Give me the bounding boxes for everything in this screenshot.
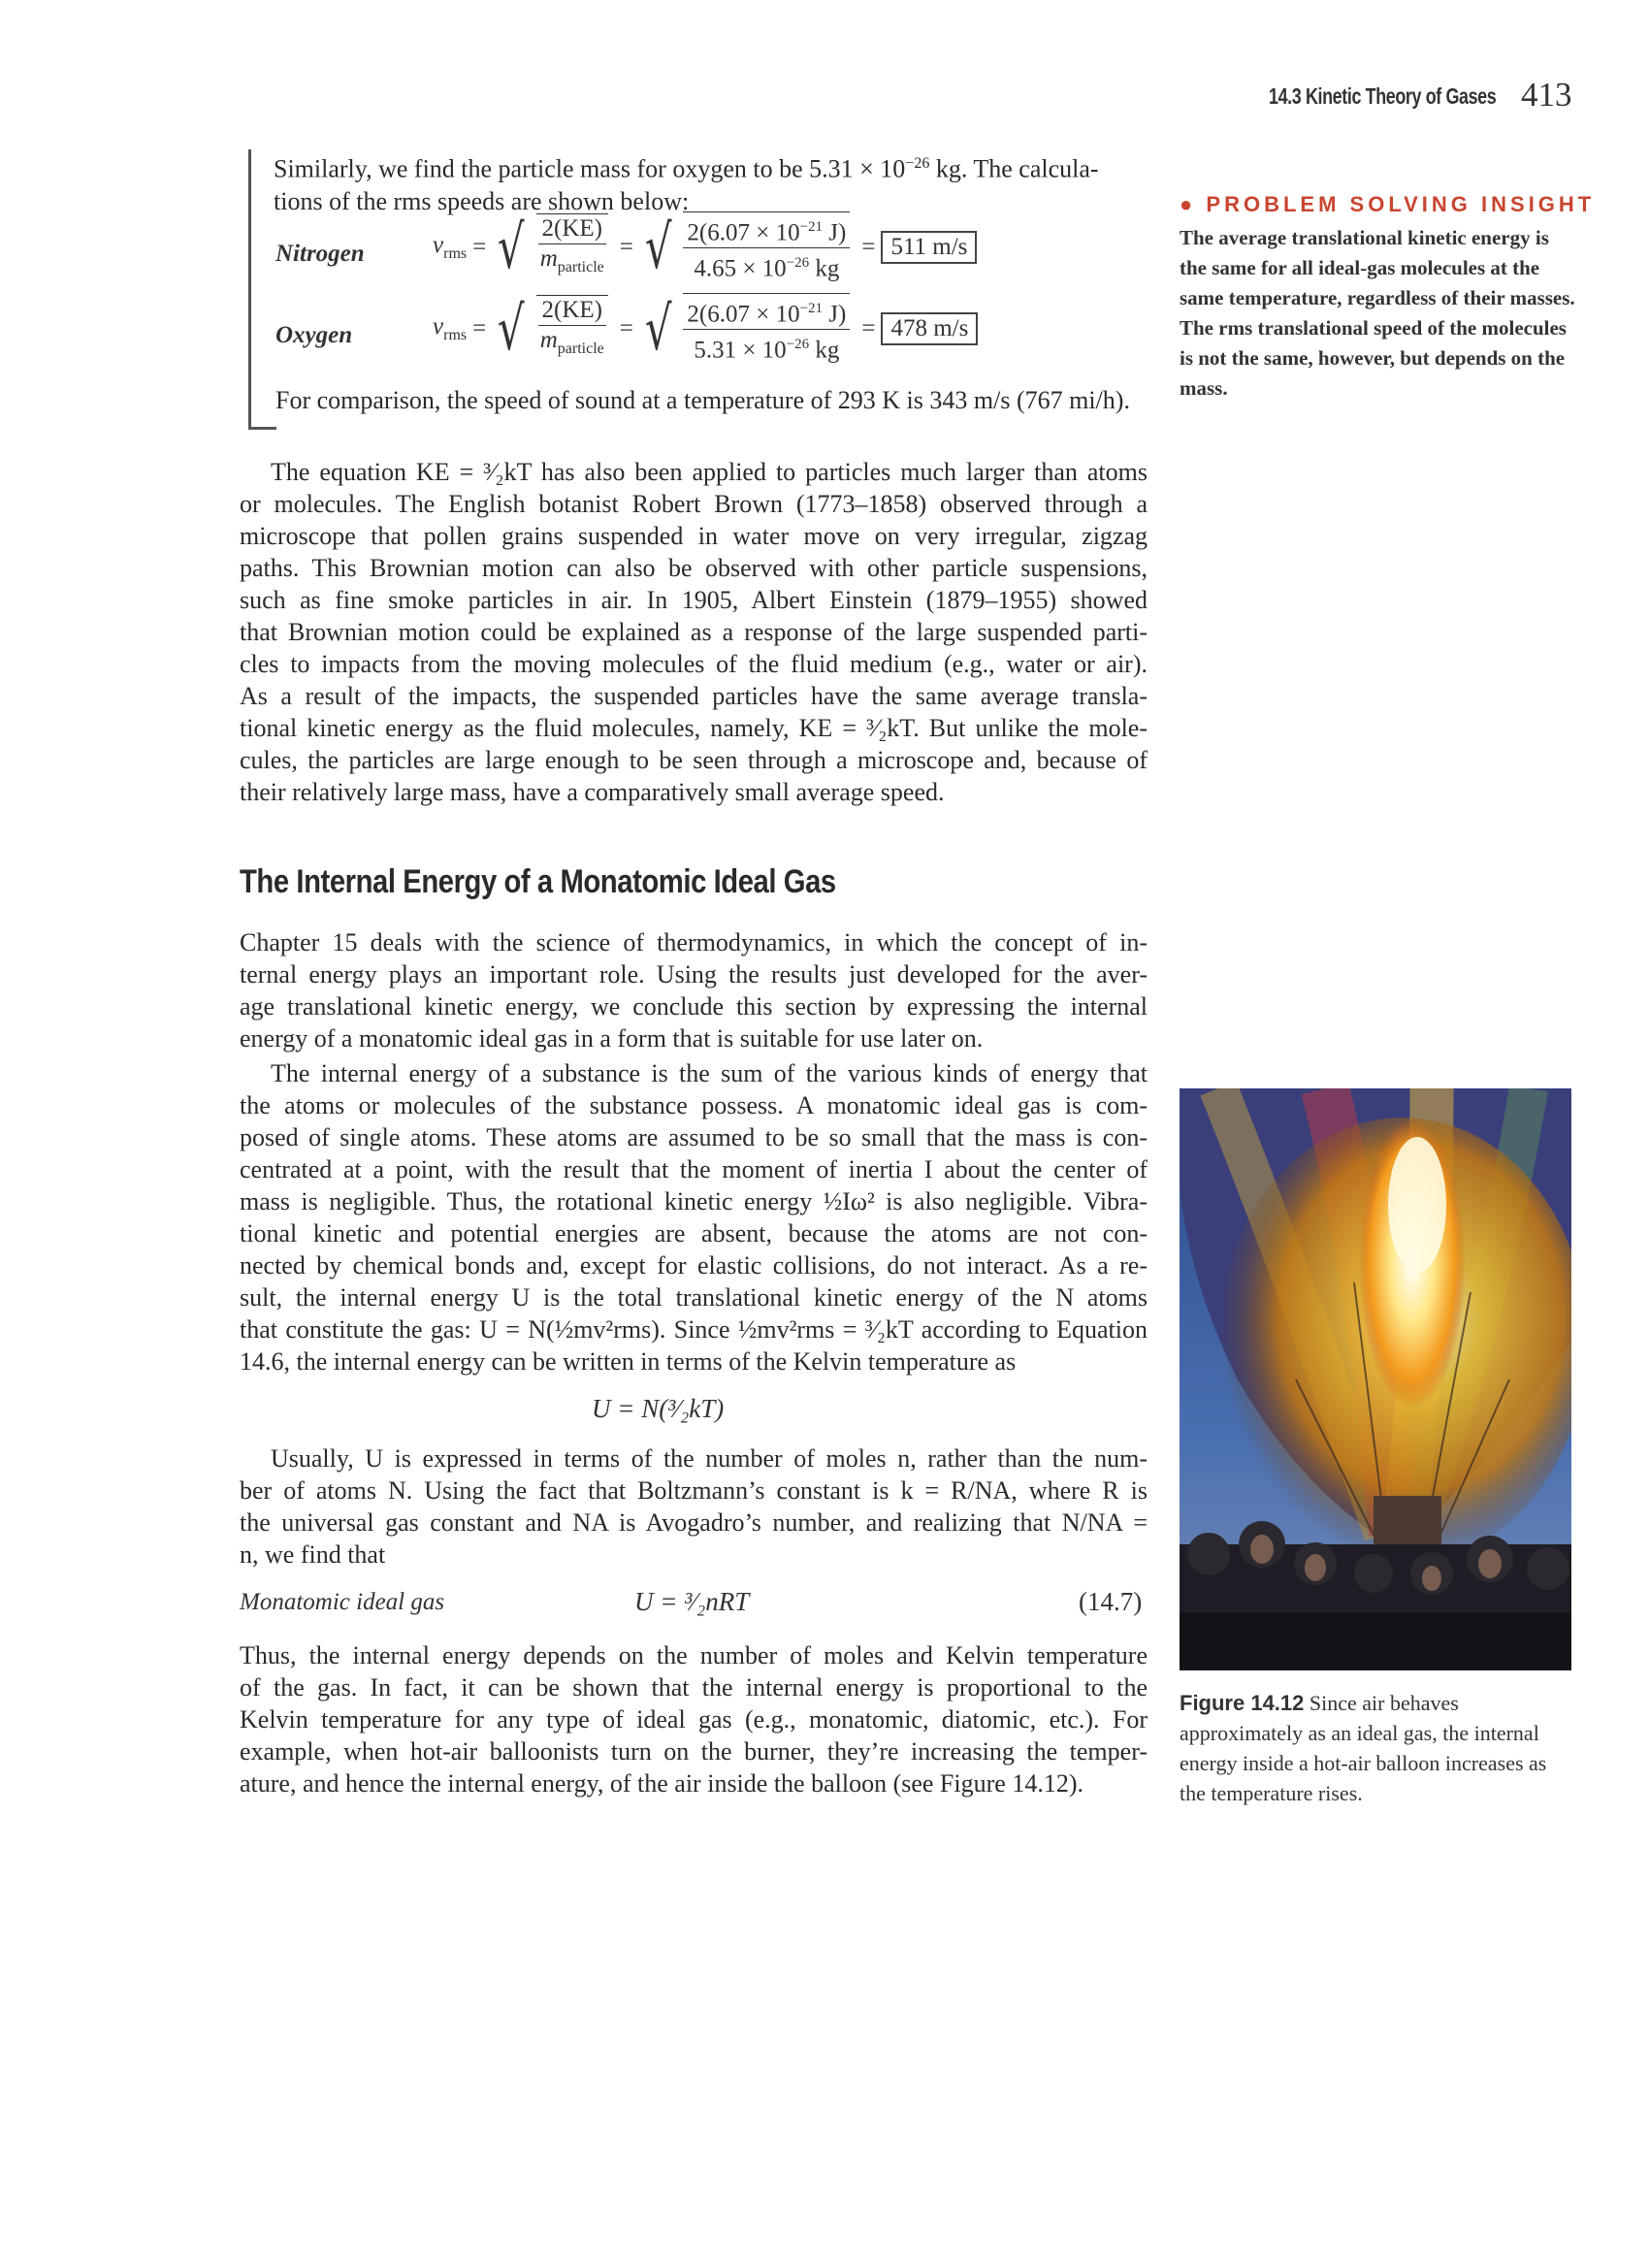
- text-line: ber of atoms N. Using the fact that Boltzmann’s constant is k = R/NA, where R is: [240, 1476, 1148, 1505]
- section-heading: The Internal Energy of a Monatomic Ideal Gas: [240, 863, 836, 900]
- text-line: Usually, U is expressed in terms of the number of moles n, rather than the num-: [271, 1444, 1148, 1473]
- text-line: posed of single atoms. These atoms are assumed to be so small that the mass is con-: [240, 1123, 1148, 1151]
- problem-solving-insight-title: ● PROBLEM SOLVING INSIGHT: [1180, 192, 1596, 216]
- text-line: sult, the internal energy U is the total translational kinetic energy of the N atoms: [240, 1283, 1148, 1312]
- equation-number: (14.7): [1079, 1587, 1143, 1616]
- paragraph-internal-energy: [240, 1057, 1148, 1377]
- text-line: 14.6, the internal energy can be written in terms of the Kelvin temperature as: [240, 1347, 1017, 1376]
- paragraph-brownian-motion: [240, 456, 1148, 808]
- text-line: nected by chemical bonds and, except for elastic collisions, do not interact. As a re-: [240, 1251, 1148, 1280]
- equation-oxygen: $v_{rms}$ = √ $\frac{2(KE)}{m_{particle}}$ = √ $\frac{2(6.07 \times 10^{-21} J)}{5.31 \times 10^{-26} kg}$ = 478 m/s: [433, 293, 978, 366]
- figure-caption: [1180, 1688, 1577, 1808]
- text-line: ature, and hence the internal energy, of the air inside the balloon (see Figure 14.12).: [240, 1769, 1083, 1798]
- text-line: that Brownian motion could be explained as a response of the large suspended parti-: [240, 618, 1148, 646]
- equation-14-7: U = ³⁄₂nRT: [634, 1587, 750, 1616]
- example-bracket: [248, 149, 276, 430]
- text-line: centrated at a point, with the result that the moment of inertia I about the center of: [240, 1155, 1148, 1183]
- text-line: cles to impacts from the moving molecules of the fluid medium (e.g., water or air).: [240, 650, 1148, 678]
- paragraph-conclusion: [240, 1639, 1148, 1799]
- comparison-line: For comparison, the speed of sound at a temperature of 293 K is 343 m/s (767 mi/h).: [275, 386, 1130, 414]
- text-line: ternal energy plays an important role. Using the results just developed for the aver-: [240, 960, 1148, 988]
- equation-nitrogen: $v_{rms}$ = √ $\frac{2(KE)}{m_{particle}}$ = √ $\frac{2(6.07 \times 10^{-21} J)}{4.65 \times 10^{-26} kg}$ = 511 m/s: [433, 211, 977, 284]
- row-label-oxygen: Oxygen: [275, 322, 353, 348]
- text-line: Thus, the internal energy depends on the number of moles and Kelvin temperature: [240, 1641, 1148, 1669]
- text-line: The internal energy of a substance is the sum of the various kinds of energy that: [271, 1059, 1148, 1087]
- running-header-section: 14.3 Kinetic Theory of Gases: [1269, 83, 1497, 109]
- figure-caption-text: Since air behaves approximately as an ideal gas, the internal energy inside a hot-air balloon increases as the temperature rises.: [1180, 1691, 1547, 1805]
- text-line: or molecules. The English botanist Robert Brown (1773–1858) observed through a: [240, 490, 1148, 518]
- text-line: As a result of the impacts, the suspended particles have the same average transla-: [240, 682, 1148, 710]
- equation-label: Monatomic ideal gas: [240, 1589, 445, 1615]
- result-nitrogen: 511 m/s: [881, 231, 977, 264]
- text-line: n, we find that: [240, 1540, 386, 1569]
- text-line: the atoms or molecules of the substance possess. A monatomic ideal gas is com-: [240, 1091, 1148, 1119]
- equation-internal-energy-n: U = N(³⁄₂kT): [592, 1394, 725, 1423]
- text-line: The equation KE = ³⁄₂kT has also been applied to particles much larger than atoms: [271, 458, 1148, 486]
- text-line: tional kinetic and potential energies are absent, because the atoms are not con-: [240, 1219, 1148, 1247]
- text-line: the universal gas constant and NA is Avogadro’s number, and realizing that N/NA =: [240, 1508, 1148, 1537]
- text-line: example, when hot-air balloonists turn on the burner, they’re increasing the temper-: [240, 1737, 1148, 1766]
- problem-solving-insight-text: The average translational kinetic energy is the same for all ideal-gas molecules at the same temperature, regardless of their masses. The rms translational speed of the molecules is not the same, however, but depends on the mass.: [1180, 226, 1575, 400]
- text-line: microscope that pollen grains suspended in water move on very irregular, zigzag: [240, 522, 1148, 550]
- result-oxygen: 478 m/s: [881, 312, 978, 345]
- row-label-nitrogen: Nitrogen: [275, 241, 365, 267]
- figure-label: Figure 14.12: [1180, 1691, 1305, 1715]
- text-line: such as fine smoke particles in air. In 1905, Albert Einstein (1879–1955) showed: [240, 586, 1148, 614]
- text-line: Chapter 15 deals with the science of thermodynamics, in which the concept of in-: [240, 928, 1148, 956]
- text-line: of the gas. In fact, it can be shown that the internal energy is proportional to the: [240, 1673, 1148, 1701]
- text-line: paths. This Brownian motion can also be observed with other particle suspensions,: [240, 554, 1148, 582]
- hot-air-balloon-photo: [1180, 1088, 1571, 1670]
- text-line: mass is negligible. Thus, the rotational kinetic energy ½Iω² is also negligible. Vibra-: [240, 1187, 1148, 1215]
- text-line: Kelvin temperature for any type of ideal gas (e.g., monatomic, diatomic, etc.). For: [240, 1705, 1148, 1733]
- text-line: cules, the particles are large enough to be seen through a microscope and, because of: [240, 746, 1148, 774]
- example-intro: Similarly, we find the particle mass for oxygen to be $5.31 \times 10^{-26}$ kg. The calcula- tions of the rms speeds are shown below:: [274, 154, 1099, 215]
- text-line: their relatively large mass, have a comparatively small average speed.: [240, 778, 945, 806]
- paragraph-thermodynamics: [240, 926, 1148, 1054]
- page-number: 413: [1521, 76, 1572, 113]
- text-line: tional kinetic energy as the fluid molecules, namely, KE = ³⁄₂kT. But unlike the mole-: [240, 714, 1148, 742]
- text-line: that constitute the gas: U = N(½mv²rms). Since ½mv²rms = ³⁄₂kT according to Equation: [240, 1315, 1148, 1344]
- text-line: energy of a monatomic ideal gas in a form that is suitable for use later on.: [240, 1024, 984, 1053]
- paragraph-moles: [240, 1442, 1148, 1571]
- text-line: age translational kinetic energy, we conclude this section by expressing the internal: [240, 992, 1148, 1021]
